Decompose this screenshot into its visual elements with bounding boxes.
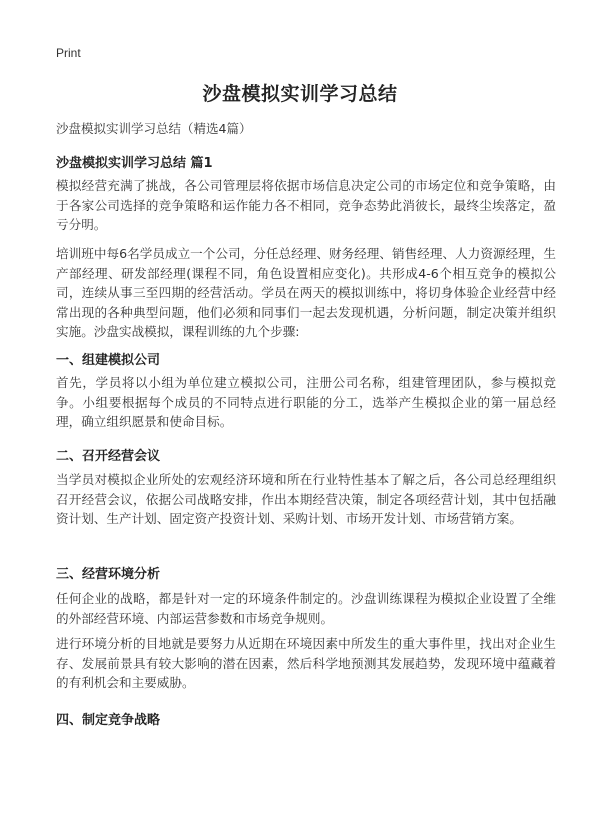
- print-link[interactable]: Print: [56, 46, 81, 60]
- article-heading: 沙盘模拟实训学习总结 篇1: [56, 156, 213, 171]
- intro-paragraph-1: 模拟经营充满了挑战，各公司管理层将依据市场信息决定公司的市场定位和竞争策略，由于各家公司选择的竞争策略和运作能力各不相同，竞争态势此消彼长，最终尘埃落定，盈亏分明。: [56, 178, 556, 232]
- section-1-paragraph-1: 首先，学员将以小组为单位建立模拟公司，注册公司名称，组建管理团队，参与模拟竞争。小组要根据每个成员的不同特点进行职能的分工，选举产生模拟企业的第一届总经理，确立组织愿景和使命目标。: [56, 375, 556, 429]
- section-3-paragraph-1: 任何企业的战略，都是针对一定的环境条件制定的。沙盘训练课程为模拟企业设置了全维的外部经营环境、内部运营参数和市场竞争规则。: [56, 591, 556, 626]
- section-heading-3: 三、经营环境分析: [56, 567, 161, 582]
- section-2-paragraph-1: 当学员对模拟企业所处的宏观经济环境和所在行业特性基本了解之后，各公司总经理组织召开经营会议，依据公司战略安排，作出本期经营决策，制定各项经营计划，其中包括融资计划、生产计划、固定资产投资计划、采购计划、市场开发计划、市场营销方案。: [56, 472, 556, 526]
- section-3-paragraph-2: 进行环境分析的目地就是要努力从近期在环境因素中所发生的重大事件里，找出对企业生存、发展前景具有较大影响的潜在因素，然后科学地预测其发展趋势，发现环境中蕴藏着的有利机会和主要威胁。: [56, 636, 556, 690]
- intro-paragraph-2: 培训班中每6名学员成立一个公司，分任总经理、财务经理、销售经理、人力资源经理，生产部经理、研发部经理(课程不同，角色设置相应变化)。共形成4-6个相互竞争的模拟公司，连续从事三至四期的经营活动。学员在两天的模拟训练中，将切身体验企业经营中经常出现的各种典型问题，他们必须和同事们一起去发现机遇，分析问题，制定决策并组织实施。沙盘实战模拟，课程训练的九个步骤:: [56, 246, 556, 339]
- document-subtitle: 沙盘模拟实训学习总结（精选4篇）: [56, 121, 252, 136]
- section-heading-2: 二、召开经营会议: [56, 449, 161, 464]
- section-heading-1: 一、组建模拟公司: [56, 353, 161, 368]
- page-title: 沙盘模拟实训学习总结: [202, 83, 398, 105]
- section-heading-4: 四、制定竞争战略: [56, 713, 161, 728]
